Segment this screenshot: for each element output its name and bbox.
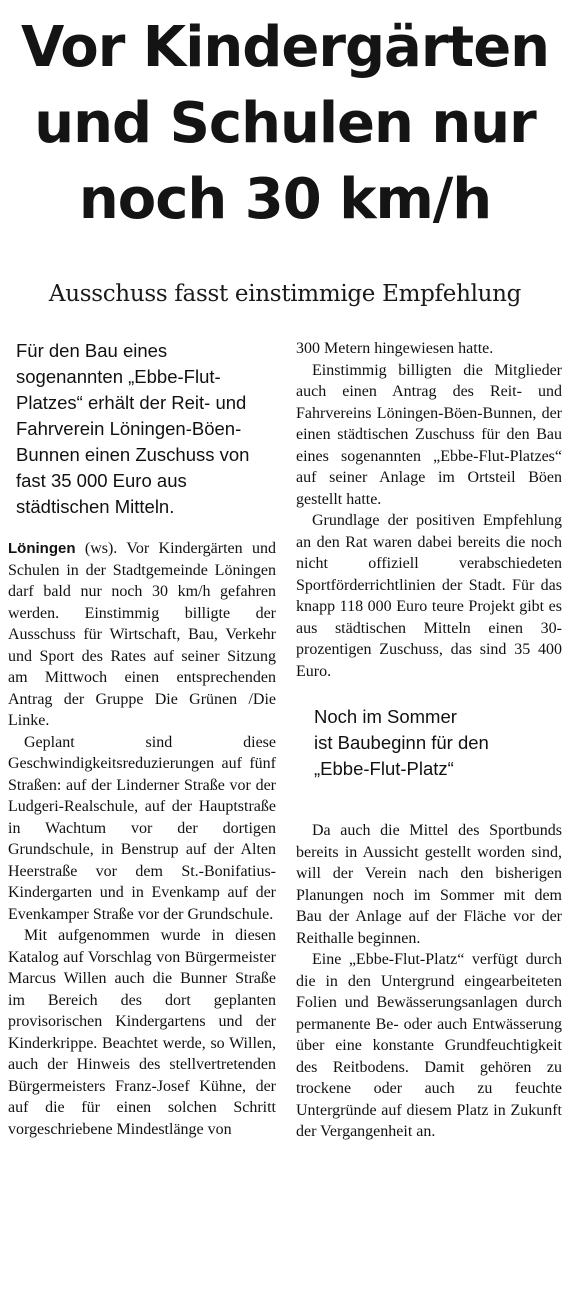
- subtitle: Ausschuss fasst einstimmige Empfehlung: [48, 281, 522, 307]
- article-body-left: [8, 538, 276, 1140]
- headline-line-3: noch 30 km/h: [78, 167, 492, 232]
- paragraph-6: Da auch die Mittel des Sportbunds bereits in Aussicht gestellt worden sind, will der Verein nach den bisherigen Planungen noch im Sommer mit dem Bau der Anlage auf der Fläche vor der Reithalle beginnen.: [296, 822, 562, 947]
- paragraph-1: [8, 538, 276, 732]
- article-body-right-2: [296, 820, 562, 1143]
- subheading-line-2: ist Baubeginn für den: [314, 732, 489, 753]
- paragraph-2: Geplant sind diese Geschwindigkeitsreduzierungen auf fünf Straßen: auf der Linderner Straße vor der Ludgeri-Realschule, auf der Hauptstraße in Wachtum vor der dortigen Grundschule, in Benstrup auf der Alten Heerstraße vor dem St.-Bonifatius-Kindergarten und in Evenkamp auf der Evenkamper Straße vor der Grundschule.: [8, 733, 276, 923]
- left-column: [8, 338, 276, 1140]
- paragraph-4: Einstimmig billigten die Mitglieder auch einen Antrag des Reit- und Fahrvereins Löningen-Böen-Bunnen, der einen städtischen Zuschuss für den Bau eines sogenannten „Ebbe-Flut-Platzes“ auf seiner Anlage im Ortsteil Böen gestellt hatte.: [296, 361, 562, 508]
- paragraph-3: Mit aufgenommen wurde in diesen Katalog auf Vorschlag von Bürgermeister Marcus Willen auch die Bunner Straße im Bereich des dort geplanten provisorischen Kindergartens und der Kinderkrippe. Beachtet werde, so Willen, auch der Hinweis des stellvertretenden Bürgermeisters Franz-Josef Kühne, der auf die für einen solchen Schritt vorgeschriebene Mindestlänge von: [8, 927, 276, 1138]
- headline: [8, 10, 562, 238]
- paragraph-5: Grundlage der positiven Empfehlung an den Rat waren dabei bereits die noch nicht offiziell verabschiedeten Sportförderrichtlinien der Stadt. Für das knapp 118 000 Euro teure Projekt gibt es aus städtischen Mitteln einen 30-prozentigen Zuschuss, das sind 35 400 Euro.: [296, 512, 562, 680]
- headline-line-2: und Schulen nur: [34, 91, 536, 156]
- subheading-line-3: „Ebbe-Flut-Platz“: [314, 758, 454, 779]
- paragraph-1-text: (ws). Vor Kindergärten und Schulen in der Stadtgemeinde Löningen darf bald nur noch 30 km/h gefahren werden. Einstimmig billigte der Ausschuss für Wirtschaft, Bau, Verkehr und Sport des Rates auf seiner Sitzung am Mittwoch einen entsprechenden Antrag der Gruppe Die Grünen /Die Linke.: [8, 540, 276, 729]
- dateline: Löningen: [8, 540, 76, 557]
- teaser: Für den Bau eines sogenannten „Ebbe-Flut-Platzes“ erhält der Reit- und Fahrverein Löningen-Böen-Bunnen einen Zuschuss von fast 35 000 Euro aus städtischen Mitteln.: [16, 340, 250, 517]
- article-body-right: [296, 338, 562, 682]
- paragraph-7: Eine „Ebbe-Flut-Platz“ verfügt durch die in den Untergrund eingearbeiteten Folien und Bewässerungsanlagen durch permanente Be- oder auch Entwässerung über eine konstante Grundfeuchtigkeit des Reitbodens. Damit gehören zu trockene oder auch zu feuchte Untergründe auf diesem Platz in Zukunft der Vergangenheit an.: [296, 951, 562, 1140]
- subheading-line-1: Noch im Sommer: [314, 706, 457, 727]
- subheading: [314, 704, 562, 782]
- right-column: [296, 338, 562, 1143]
- paragraph-3-continued: 300 Metern hingewiesen hatte.: [296, 340, 494, 357]
- headline-line-1: Vor Kindergärten: [20, 15, 550, 80]
